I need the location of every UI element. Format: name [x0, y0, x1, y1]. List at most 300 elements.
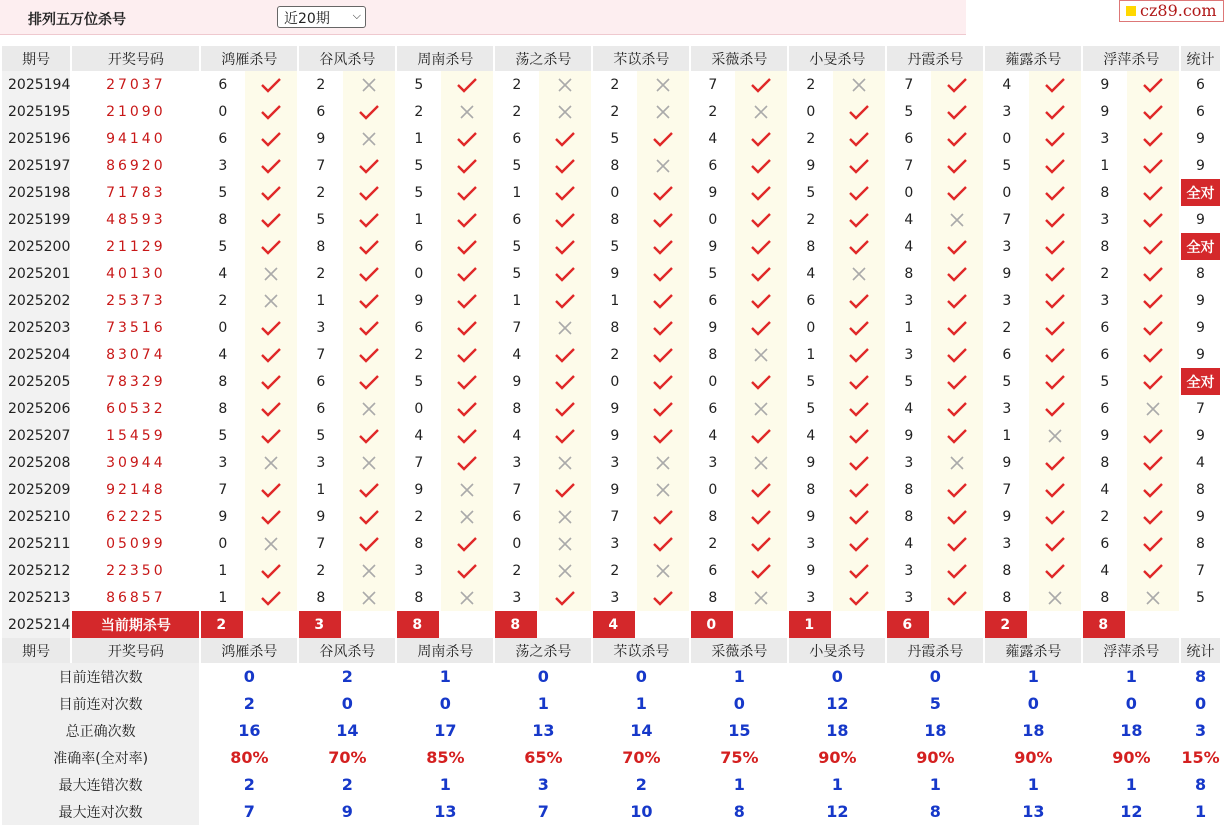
top-bar	[0, 0, 966, 35]
check-icon	[359, 212, 379, 228]
stats-value: 14	[593, 717, 689, 744]
stats-value: 1	[495, 690, 591, 717]
stats-value: 3	[1181, 717, 1219, 744]
stats-row	[2, 663, 1220, 690]
result-correct	[931, 584, 983, 611]
column-header: 丹霞杀号	[887, 638, 983, 663]
kill-number: 3	[887, 584, 929, 611]
kill-number: 8	[1083, 584, 1125, 611]
check-icon	[849, 509, 869, 525]
kill-number: 8	[1083, 233, 1125, 260]
check-icon	[1143, 266, 1163, 282]
result-correct	[441, 530, 493, 557]
current-kill-number: 2	[985, 611, 1027, 638]
kill-number: 6	[495, 206, 537, 233]
check-icon	[751, 293, 771, 309]
result-wrong	[637, 476, 689, 503]
kill-number: 3	[495, 449, 537, 476]
cross-icon	[1143, 590, 1163, 606]
result-correct	[1029, 476, 1081, 503]
kill-number: 6	[201, 71, 243, 98]
kill-number: 6	[299, 368, 341, 395]
kill-number: 3	[299, 449, 341, 476]
result-correct	[441, 125, 493, 152]
kill-number: 3	[201, 449, 243, 476]
kill-number: 6	[397, 314, 439, 341]
kill-number: 2	[299, 557, 341, 584]
column-header: 芣苡杀号	[593, 46, 689, 71]
kill-number: 6	[201, 125, 243, 152]
kill-number: 8	[691, 584, 733, 611]
check-icon	[849, 428, 869, 444]
column-header: 周南杀号	[397, 638, 493, 663]
check-icon	[261, 482, 281, 498]
kill-number: 2	[985, 314, 1027, 341]
kill-number: 7	[691, 71, 733, 98]
check-icon	[1143, 509, 1163, 525]
check-icon	[261, 509, 281, 525]
check-icon	[751, 374, 771, 390]
kill-number: 0	[691, 206, 733, 233]
stats-value: 1	[397, 663, 493, 690]
result-correct	[1029, 71, 1081, 98]
cross-icon	[359, 131, 379, 147]
kill-number: 1	[495, 179, 537, 206]
result-correct	[931, 125, 983, 152]
check-icon	[457, 293, 477, 309]
stats-value: 85%	[397, 744, 493, 771]
check-icon	[849, 104, 869, 120]
kill-number: 0	[789, 98, 831, 125]
kill-number: 8	[1083, 449, 1125, 476]
result-correct	[1029, 233, 1081, 260]
stats-value: 70%	[299, 744, 395, 771]
result-correct	[637, 395, 689, 422]
result-correct	[245, 476, 297, 503]
result-correct	[343, 260, 395, 287]
result-wrong	[637, 98, 689, 125]
kill-number: 5	[1083, 368, 1125, 395]
kill-number: 2	[397, 503, 439, 530]
kill-number: 0	[691, 368, 733, 395]
kill-number: 6	[1083, 314, 1125, 341]
kill-number: 0	[593, 368, 635, 395]
result-correct	[343, 206, 395, 233]
result-correct	[343, 368, 395, 395]
kill-number: 1	[495, 287, 537, 314]
kill-number: 8	[691, 341, 733, 368]
check-icon	[1045, 482, 1065, 498]
stats-value: 2	[593, 771, 689, 798]
table-row	[2, 260, 1220, 287]
draw-number: 21129	[106, 238, 166, 255]
check-icon	[1143, 185, 1163, 201]
current-period-label: 当前期杀号	[72, 611, 199, 638]
kill-number: 5	[789, 368, 831, 395]
column-header: 鸿雁杀号	[201, 638, 297, 663]
result-correct	[637, 125, 689, 152]
result-correct	[343, 503, 395, 530]
draw-number: 71783	[106, 184, 166, 201]
cross-icon	[555, 509, 575, 525]
result-correct	[1127, 125, 1179, 152]
result-wrong	[1127, 584, 1179, 611]
column-header: 统计	[1181, 46, 1219, 71]
stats-value: 80%	[201, 744, 297, 771]
column-header: 荡之杀号	[495, 638, 591, 663]
check-icon	[457, 401, 477, 417]
check-icon	[1143, 347, 1163, 363]
result-correct	[735, 260, 787, 287]
check-icon	[359, 482, 379, 498]
result-correct	[1127, 260, 1179, 287]
kill-number: 3	[299, 314, 341, 341]
kill-number: 3	[887, 341, 929, 368]
kill-number: 9	[789, 449, 831, 476]
check-icon	[947, 158, 967, 174]
check-icon	[457, 212, 477, 228]
period-select[interactable]	[277, 6, 366, 28]
column-header: 期号	[2, 638, 70, 663]
check-icon	[1045, 77, 1065, 93]
result-wrong	[539, 530, 591, 557]
stats-value: 2	[299, 771, 395, 798]
issue-number: 2025194	[2, 71, 70, 98]
result-correct	[343, 422, 395, 449]
kill-number: 4	[1083, 557, 1125, 584]
issue-number: 2025200	[2, 233, 70, 260]
column-header: 期号	[2, 46, 70, 71]
issue-number: 2025201	[2, 260, 70, 287]
result-correct	[735, 314, 787, 341]
kill-number: 2	[593, 557, 635, 584]
cross-icon	[947, 212, 967, 228]
cross-icon	[457, 482, 477, 498]
stat-count: 9	[1181, 152, 1219, 179]
check-icon	[1045, 401, 1065, 417]
stats-value: 13	[397, 798, 493, 825]
kill-number: 5	[887, 368, 929, 395]
result-wrong	[343, 71, 395, 98]
stats-value: 0	[887, 663, 983, 690]
result-correct	[833, 476, 885, 503]
kill-number: 7	[299, 152, 341, 179]
result-correct	[441, 233, 493, 260]
check-icon	[457, 347, 477, 363]
check-icon	[751, 482, 771, 498]
column-header: 浮萍杀号	[1083, 638, 1179, 663]
draw-number: 92148	[106, 481, 166, 498]
kill-number: 2	[495, 557, 537, 584]
check-icon	[457, 536, 477, 552]
draw-number: 86920	[106, 157, 166, 174]
kill-number: 8	[1083, 179, 1125, 206]
stats-value: 75%	[691, 744, 787, 771]
result-wrong	[931, 206, 983, 233]
stats-label: 目前连错次数	[2, 663, 199, 690]
kill-number: 4	[789, 422, 831, 449]
result-correct	[931, 368, 983, 395]
result-correct	[735, 557, 787, 584]
stats-value: 0	[593, 663, 689, 690]
cross-icon	[751, 104, 771, 120]
check-icon	[555, 239, 575, 255]
result-correct	[1029, 152, 1081, 179]
result-wrong	[833, 71, 885, 98]
result-correct	[931, 179, 983, 206]
result-correct	[1127, 98, 1179, 125]
check-icon	[653, 293, 673, 309]
cross-icon	[653, 77, 673, 93]
result-correct	[245, 206, 297, 233]
result-correct	[1127, 530, 1179, 557]
kill-number: 2	[691, 530, 733, 557]
cross-icon	[261, 455, 281, 471]
result-wrong	[245, 260, 297, 287]
cross-icon	[261, 536, 281, 552]
cross-icon	[555, 455, 575, 471]
draw-number: 73516	[106, 319, 166, 336]
result-correct	[441, 395, 493, 422]
result-correct	[539, 206, 591, 233]
check-icon	[947, 239, 967, 255]
result-correct	[833, 206, 885, 233]
kill-number: 0	[593, 179, 635, 206]
cross-icon	[261, 293, 281, 309]
result-correct	[245, 557, 297, 584]
check-icon	[653, 428, 673, 444]
result-correct	[735, 422, 787, 449]
kill-number: 7	[397, 449, 439, 476]
result-wrong	[539, 71, 591, 98]
table-row	[2, 71, 1220, 98]
issue-number: 2025213	[2, 584, 70, 611]
column-header: 荡之杀号	[495, 46, 591, 71]
check-icon	[653, 590, 673, 606]
check-icon	[653, 212, 673, 228]
result-correct	[833, 98, 885, 125]
check-icon	[457, 239, 477, 255]
stats-label: 总正确次数	[2, 717, 199, 744]
check-icon	[947, 185, 967, 201]
current-kill-number: 3	[299, 611, 341, 638]
check-icon	[359, 428, 379, 444]
issue-number: 2025204	[2, 341, 70, 368]
check-icon	[849, 401, 869, 417]
check-icon	[849, 320, 869, 336]
draw-number: 40130	[106, 265, 166, 282]
kill-number: 7	[201, 476, 243, 503]
check-icon	[457, 185, 477, 201]
kill-number: 4	[887, 206, 929, 233]
result-wrong	[539, 314, 591, 341]
kill-number: 0	[887, 179, 929, 206]
cross-icon	[457, 509, 477, 525]
kill-number: 6	[691, 287, 733, 314]
result-correct	[1127, 152, 1179, 179]
table-row	[2, 476, 1220, 503]
table-row	[2, 314, 1220, 341]
cross-icon	[1143, 401, 1163, 417]
cross-icon	[653, 104, 673, 120]
stat-count: 9	[1181, 287, 1219, 314]
site-logo[interactable]	[1119, 0, 1224, 22]
current-issue-number: 2025214	[2, 611, 70, 638]
result-correct	[833, 395, 885, 422]
stats-row	[2, 690, 1220, 717]
kill-number: 8	[887, 476, 929, 503]
check-icon	[947, 320, 967, 336]
stats-value: 16	[201, 717, 297, 744]
check-icon	[751, 509, 771, 525]
kill-number: 8	[985, 557, 1027, 584]
kill-number: 8	[201, 206, 243, 233]
kill-number: 6	[691, 557, 733, 584]
result-correct	[1029, 368, 1081, 395]
stats-label: 准确率(全对率)	[2, 744, 199, 771]
kill-number: 9	[1083, 98, 1125, 125]
stats-value: 1	[887, 771, 983, 798]
cross-icon	[653, 563, 673, 579]
result-correct	[1029, 260, 1081, 287]
result-correct	[637, 341, 689, 368]
draw-number: 25373	[106, 292, 166, 309]
stats-value: 0	[1181, 690, 1219, 717]
cross-icon	[751, 455, 771, 471]
check-icon	[849, 536, 869, 552]
check-icon	[359, 239, 379, 255]
cross-icon	[751, 347, 771, 363]
stats-value: 1	[985, 771, 1081, 798]
kill-number: 7	[887, 152, 929, 179]
result-correct	[735, 125, 787, 152]
check-icon	[653, 239, 673, 255]
check-icon	[359, 320, 379, 336]
current-kill-spacer	[1127, 611, 1179, 638]
check-icon	[261, 239, 281, 255]
draw-number: 78329	[106, 373, 166, 390]
kill-number: 4	[887, 395, 929, 422]
check-icon	[359, 347, 379, 363]
kill-number: 2	[789, 125, 831, 152]
check-icon	[555, 212, 575, 228]
check-icon	[1045, 212, 1065, 228]
kill-number: 4	[1083, 476, 1125, 503]
result-correct	[833, 584, 885, 611]
check-icon	[359, 509, 379, 525]
check-icon	[751, 212, 771, 228]
result-correct	[539, 287, 591, 314]
stats-value: 1	[1181, 798, 1219, 825]
kill-number: 3	[789, 530, 831, 557]
check-icon	[555, 347, 575, 363]
kill-number: 6	[495, 503, 537, 530]
check-icon	[1045, 293, 1065, 309]
kill-number: 2	[789, 206, 831, 233]
issue-number: 2025197	[2, 152, 70, 179]
result-correct	[931, 260, 983, 287]
kill-number: 3	[985, 98, 1027, 125]
kill-number: 2	[299, 71, 341, 98]
check-icon	[457, 374, 477, 390]
kill-number: 2	[593, 341, 635, 368]
kill-number: 9	[691, 179, 733, 206]
table-row	[2, 503, 1220, 530]
check-icon	[1143, 455, 1163, 471]
stat-count: 8	[1181, 260, 1219, 287]
result-correct	[833, 179, 885, 206]
check-icon	[1143, 131, 1163, 147]
stat-count: 9	[1181, 503, 1219, 530]
current-kill-spacer	[637, 611, 689, 638]
kill-number: 6	[887, 125, 929, 152]
kill-number: 9	[789, 557, 831, 584]
result-correct	[1029, 98, 1081, 125]
kill-number: 5	[397, 179, 439, 206]
check-icon	[261, 77, 281, 93]
kill-number: 9	[985, 503, 1027, 530]
cross-icon	[1045, 590, 1065, 606]
kill-number: 9	[299, 503, 341, 530]
kill-number: 4	[201, 341, 243, 368]
check-icon	[751, 563, 771, 579]
chevron-down-icon: ⌵	[352, 9, 361, 22]
kill-number: 9	[201, 503, 243, 530]
result-correct	[637, 206, 689, 233]
column-header: 蕹露杀号	[985, 638, 1081, 663]
result-wrong	[1029, 422, 1081, 449]
stats-label: 最大连对次数	[2, 798, 199, 825]
result-correct	[441, 449, 493, 476]
check-icon	[1143, 563, 1163, 579]
result-correct	[833, 557, 885, 584]
check-icon	[457, 77, 477, 93]
result-correct	[1127, 179, 1179, 206]
check-icon	[1045, 509, 1065, 525]
result-correct	[931, 503, 983, 530]
stats-value: 12	[1083, 798, 1179, 825]
check-icon	[261, 104, 281, 120]
kill-number: 9	[887, 422, 929, 449]
kill-number: 5	[985, 368, 1027, 395]
column-header: 开奖号码	[72, 46, 199, 71]
stats-value: 5	[887, 690, 983, 717]
cross-icon	[457, 104, 477, 120]
cross-icon	[653, 482, 673, 498]
result-correct	[833, 125, 885, 152]
result-correct	[441, 557, 493, 584]
result-correct	[637, 260, 689, 287]
result-correct	[245, 503, 297, 530]
stats-value: 90%	[985, 744, 1081, 771]
stats-value: 15	[691, 717, 787, 744]
check-icon	[653, 401, 673, 417]
issue-number: 2025210	[2, 503, 70, 530]
kill-number: 5	[593, 233, 635, 260]
result-correct	[637, 584, 689, 611]
kill-number: 4	[887, 530, 929, 557]
check-icon	[751, 131, 771, 147]
current-kill-number: 8	[1083, 611, 1125, 638]
kill-number: 7	[495, 476, 537, 503]
result-wrong	[931, 449, 983, 476]
stats-row	[2, 744, 1220, 771]
stats-value: 70%	[593, 744, 689, 771]
result-correct	[833, 530, 885, 557]
check-icon	[261, 590, 281, 606]
check-icon	[653, 536, 673, 552]
cross-icon	[653, 455, 673, 471]
